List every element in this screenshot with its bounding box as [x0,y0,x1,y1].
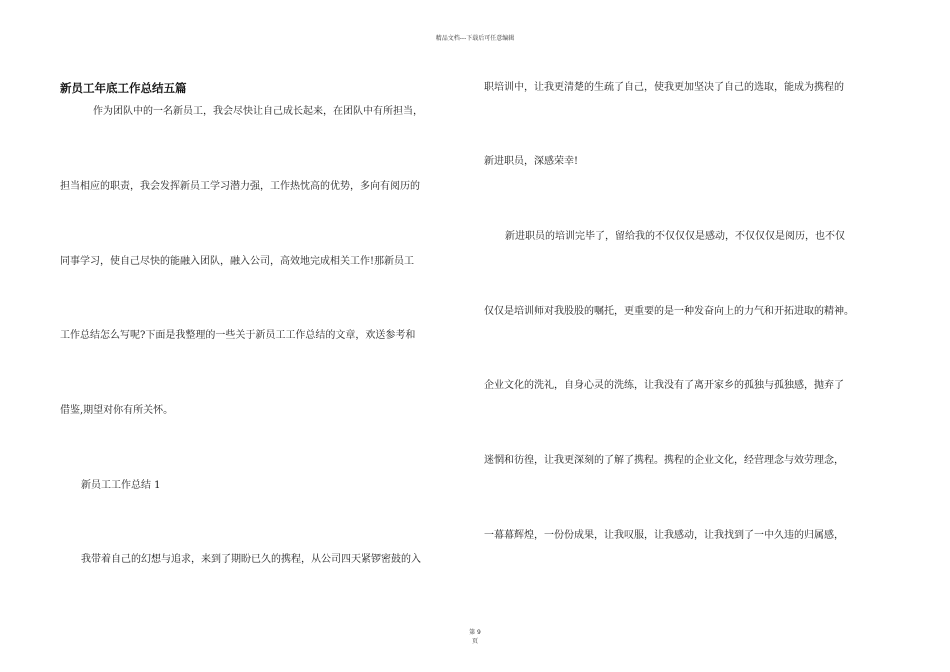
left-paragraph-line: 同事学习，使自己尽快的能融入团队，融入公司，高效地完成相关工作!那新员工 [60,256,415,267]
right-paragraph-line: 仅仅是培训师对我股股的嘱托，更重要的是一种发奋向上的力气和开拓进取的精神。 [484,306,854,317]
right-paragraph-line: 职培训中，让我更清楚的生疏了自己，使我更加坚决了自己的选取，能成为携程的 [484,82,844,93]
left-paragraph-line: 我带着自己的幻想与追求，来到了期盼已久的携程，从公司四天紧锣密鼓的入 [81,554,421,565]
section-heading: 新员工工作总结 1 [81,480,161,491]
left-paragraph-line: 作为团队中的一名新员工，我会尽快让自己成长起来，在团队中有所担当， [93,106,423,117]
document-title: 新员工年底工作总结五篇 [60,81,187,95]
left-paragraph-line: 借鉴,期望对你有所关怀。 [60,405,174,416]
right-paragraph-line: 新进职员，深感荣幸! [484,156,579,167]
page-number-suffix: 页 [471,638,478,645]
page-number: 第 9 [469,629,481,636]
left-paragraph-line: 工作总结怎么写呢?下面是我整理的一些关于新员工工作总结的文章，欢送参考和 [60,330,416,341]
right-paragraph-line: 迷惘和彷徨，让我更深刻的了解了携程。携程的企业文化，经营理念与效劳理念， [484,455,844,466]
right-paragraph-line: 企业文化的洗礼，自身心灵的洗练，让我没有了离开家乡的孤独与孤独感，抛弃了 [484,380,844,391]
right-paragraph-line: 新进职员的培训完毕了，留给我的不仅仅仅是感动，不仅仅仅是阅历，也不仅 [505,231,845,242]
page-header: 精品文档---下载后可任意编辑 [435,35,515,42]
right-paragraph-line: 一幕幕辉煌，一份份成果，让我叹服，让我感动，让我找到了一中久违的归属感， [484,530,844,541]
left-paragraph-line: 担当相应的职责，我会发挥新员工学习潜力强，工作热忱高的优势，多向有阅历的 [60,181,420,192]
